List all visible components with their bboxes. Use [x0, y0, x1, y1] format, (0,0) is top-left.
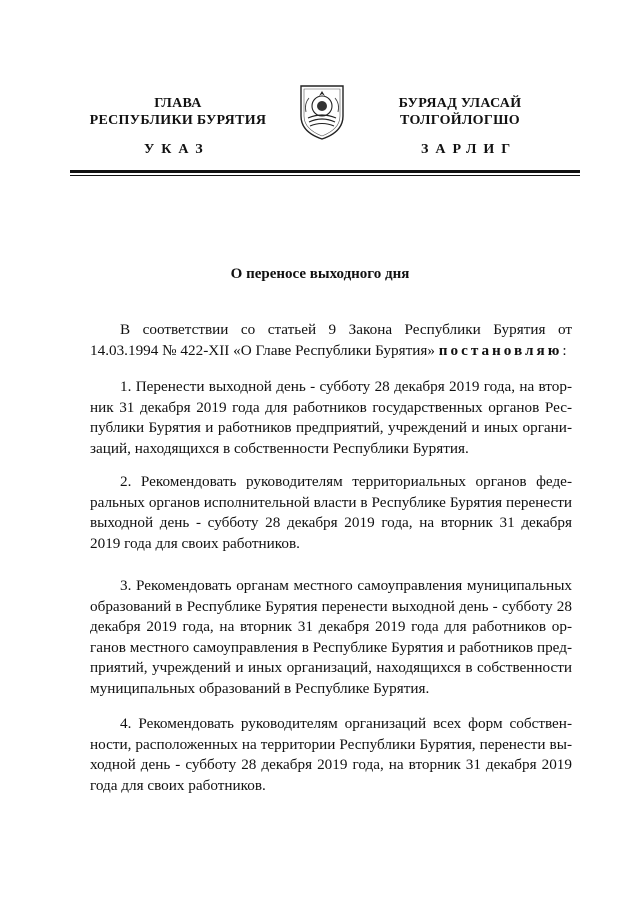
- header-divider-thick: [70, 170, 580, 173]
- header-right-line2: ТОЛГОЙЛОГШО: [400, 113, 520, 128]
- preamble-paragraph: [90, 320, 572, 361]
- document-title: О переносе выходного дня: [230, 266, 410, 282]
- header-left-line2: РЕСПУБЛИКИ БУРЯТИЯ: [89, 113, 267, 128]
- item-paragraph-1: 1. Перенести выходной день - субботу 28 декабря 2019 года, на вторник 31 декабря 2019 года для работников государственных органов Республики Бурятия и работников предприятий, учреждений и иных организаций, находящихся в собственности Республики Бурятия.: [90, 378, 572, 457]
- preamble-end: :: [562, 341, 567, 359]
- decree-label-right: ЗАРЛИГ: [421, 142, 518, 157]
- header-left: [78, 95, 278, 129]
- header-right-line1: БУРЯАД УЛАСАЙ: [398, 96, 522, 111]
- preamble-emphasis: постановляю: [438, 341, 563, 359]
- item-paragraph-3: 3. Рекомендовать органам местного самоуправления муниципальных образований в Республике Бурятия перенести выходной день - субботу 28 декабря 2019 года, на вторник 31 декабря 2019 года для работников органов местного самоуправления в Республике Бурятия и работников предприятий, учреждений и иных организаций, находящихся в собственности муниципальных образований в Республике Бурятия.: [90, 577, 572, 697]
- preamble-text: В соответствии со статьей 9 Закона Республики Бурятия от 14.03.1994 № 422-XII «О Главе Республики Бурятия»: [90, 321, 572, 359]
- item-paragraph-4: 4. Рекомендовать руководителям организаций всех форм собственности, расположенных на территории Республики Бурятия, перенести выходной день - субботу 28 декабря 2019 года, на вторник 31 декабря 2019 года для своих работников.: [90, 715, 572, 794]
- decree-label-left: УКАЗ: [144, 142, 210, 157]
- header-left-line1: ГЛАВА: [154, 96, 202, 111]
- header-divider-thin: [70, 175, 580, 176]
- coat-of-arms-icon: [297, 82, 347, 142]
- item-paragraph-2: 2. Рекомендовать руководителям территориальных органов федеральных органов исполнительной власти в Республике Бурятия перенести выходной день - субботу 28 декабря 2019 года, на вторник 31 декабря 2019 года для своих работников.: [90, 473, 572, 552]
- header-right: [380, 95, 540, 129]
